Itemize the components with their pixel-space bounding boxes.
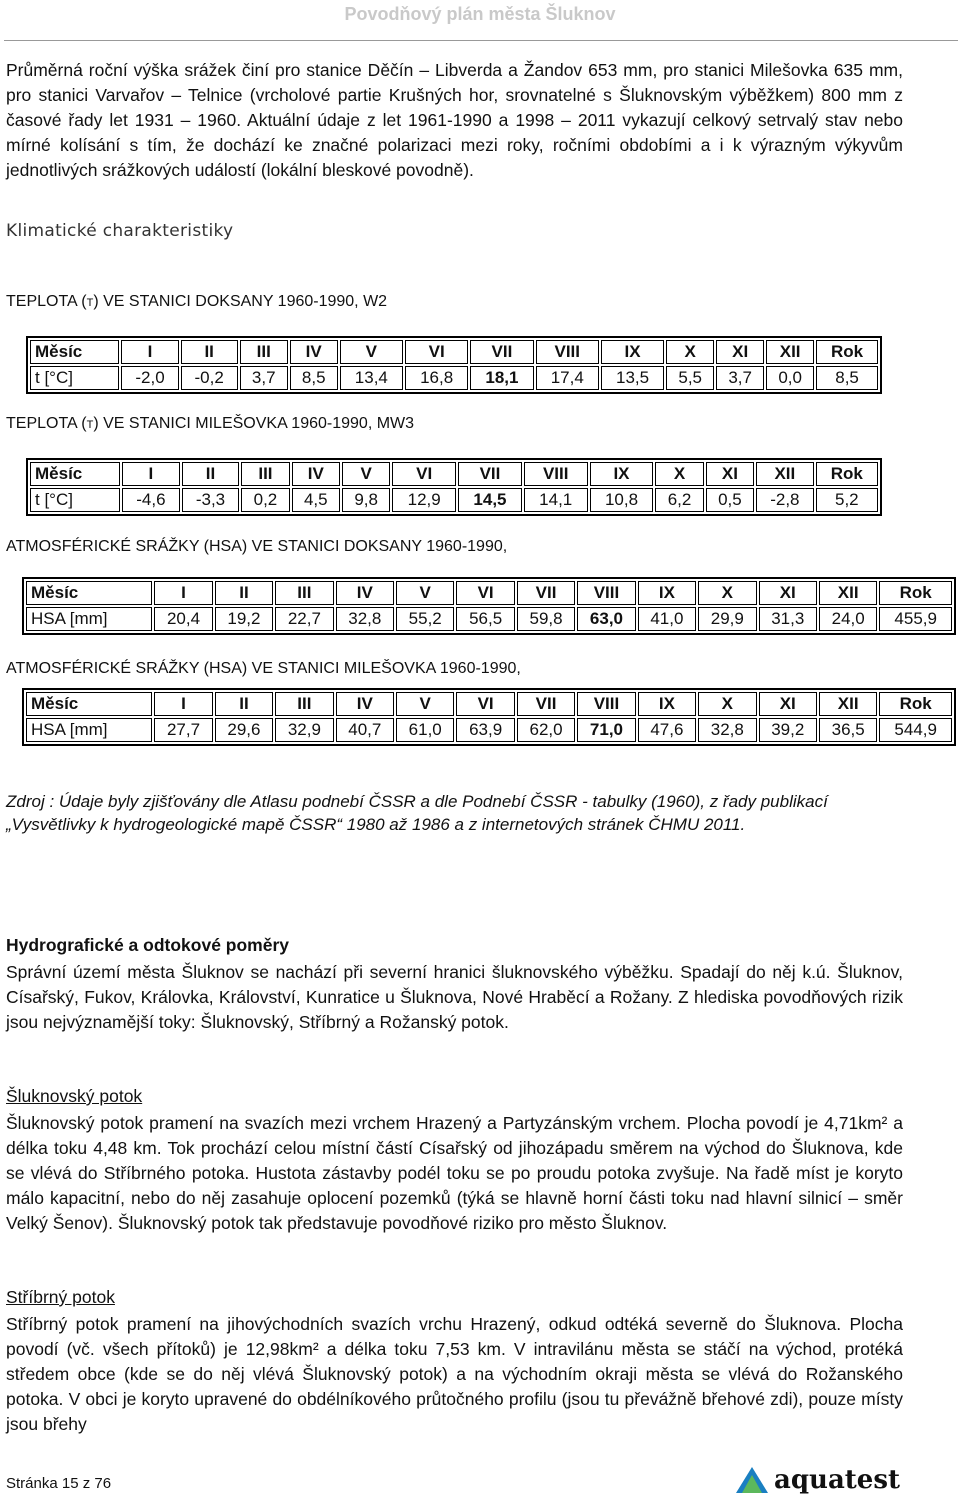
table-row [26, 718, 952, 742]
value-cell: 16,8 [405, 366, 468, 390]
header-cell: I [122, 462, 180, 486]
value-cell: 63,0 [577, 607, 635, 631]
hydro-heading: Hydrografické a odtokové poměry [6, 935, 289, 955]
header-cell: III [275, 581, 333, 605]
table1-label: TEPLOTA (t) VE STANICI DOKSANY 1960-1990, W2 [6, 293, 388, 310]
table-row [30, 488, 878, 512]
header-cell: VI [456, 692, 514, 716]
header-cell: II [181, 340, 238, 364]
header-cell: I [154, 581, 212, 605]
header-cell: XII [756, 462, 814, 486]
header-cell: X [698, 692, 756, 716]
value-cell: 31,3 [759, 607, 817, 631]
page-footer: Stránka 15 z 76 [6, 1475, 112, 1492]
row-label: t [°C] [30, 366, 119, 390]
value-cell: 6,2 [655, 488, 703, 512]
value-cell: 56,5 [456, 607, 514, 631]
value-cell: 3,7 [716, 366, 764, 390]
header-divider [4, 40, 958, 41]
table-row [30, 366, 878, 390]
value-cell: 24,0 [819, 607, 877, 631]
row-label: t [°C] [30, 488, 120, 512]
table-milesovka-temp [26, 458, 882, 516]
table-doksany-precip [22, 577, 956, 635]
header-cell: VII [517, 692, 575, 716]
value-cell: 71,0 [577, 718, 635, 742]
value-cell: 4,5 [292, 488, 340, 512]
header-cell: IX [590, 462, 654, 486]
row-label: HSA [mm] [26, 718, 152, 742]
table3-label: ATMOSFÉRICKÉ SRÁŽKY (HSA) VE STANICI DOKSANY 1960-1990, [6, 538, 508, 555]
header-cell: Měsíc [30, 340, 119, 364]
header-cell: XII [819, 581, 877, 605]
table-milesovka-precip [22, 688, 956, 746]
header-cell: XII [766, 340, 814, 364]
table-header-row [30, 462, 878, 486]
value-cell: -0,2 [181, 366, 238, 390]
header-cell: IV [290, 340, 338, 364]
value-cell: 13,4 [340, 366, 403, 390]
table4-label: ATMOSFÉRICKÉ SRÁŽKY (HSA) VE STANICI MILEŠOVKA 1960-1990, [6, 660, 521, 677]
value-cell: -3,3 [182, 488, 240, 512]
header-cell: VI [392, 462, 456, 486]
header-cell: XI [759, 692, 817, 716]
value-cell: 32,8 [336, 607, 394, 631]
value-cell: 39,2 [759, 718, 817, 742]
header-cell: II [182, 462, 240, 486]
table-header-row [30, 340, 878, 364]
row-label: HSA [mm] [26, 607, 152, 631]
value-cell: 32,8 [698, 718, 756, 742]
header-cell: Měsíc [26, 581, 152, 605]
value-cell: 59,8 [517, 607, 575, 631]
header-cell: Rok [879, 692, 952, 716]
header-cell: IX [638, 581, 696, 605]
value-cell: 62,0 [517, 718, 575, 742]
header-cell: Měsíc [26, 692, 152, 716]
header-cell: IV [336, 692, 394, 716]
value-cell: 27,7 [154, 718, 212, 742]
header-cell: II [215, 581, 273, 605]
sluknov-paragraph: Šluknovský potok pramení na svazích mezi vrchem Hrazený a Partyzánským vrchem. Plocha povodí je 4,71km² a délka toku 4,48 km. Tok prochází celou místní částí Císařský od jihozápadu směrem na východ do Šluknova, kde se vlévá do Stříbrného potoka. Hustota zástavby podél toku se po proudu potoka zvyšuje. Na řadě míst je koryto málo kapacitní, nebo do něj zasahuje oplocení pozemků (týká se hlavně horní části toku nad hlavní silnicí – směr Velký Šenov). Šluknovský potok tak představuje povodňové riziko pro město Šluknov. [6, 1113, 903, 1233]
header-cell: VII [470, 340, 533, 364]
value-cell: 0,5 [706, 488, 754, 512]
sluknov-heading: Šluknovský potok [6, 1086, 143, 1106]
value-cell: 3,7 [240, 366, 288, 390]
table-header-row [26, 692, 952, 716]
header-cell: Rok [879, 581, 952, 605]
value-cell: -2,8 [756, 488, 814, 512]
header-cell: VI [456, 581, 514, 605]
header-cell: IX [601, 340, 664, 364]
value-cell: 40,7 [336, 718, 394, 742]
value-cell: 20,4 [154, 607, 212, 631]
value-cell: 41,0 [638, 607, 696, 631]
header-cell: VIII [536, 340, 599, 364]
header-cell: IV [336, 581, 394, 605]
value-cell: 8,5 [290, 366, 338, 390]
value-cell: 5,2 [816, 488, 878, 512]
value-cell: 61,0 [396, 718, 454, 742]
header-cell: Rok [816, 340, 878, 364]
value-cell: 544,9 [879, 718, 952, 742]
value-cell: 5,5 [666, 366, 714, 390]
header-cell: Měsíc [30, 462, 120, 486]
header-cell: VI [405, 340, 468, 364]
header-cell: I [154, 692, 212, 716]
header-cell: VII [517, 581, 575, 605]
logo-text: aquatest [774, 1465, 900, 1495]
value-cell: 14,1 [524, 488, 588, 512]
value-cell: 36,5 [819, 718, 877, 742]
source-note: Zdroj : Údaje byly zjišťovány dle Atlasu podnebí ČSSR a dle Podnebí ČSSR - tabulky (1960), z řady publikací „Vysvětlivky k hydrogeologické mapě ČSSR“ 1980 až 1986 a z internetových stránek ČHMU 2011. [6, 792, 828, 834]
value-cell: 63,9 [456, 718, 514, 742]
value-cell: 9,8 [342, 488, 390, 512]
header-cell: VII [458, 462, 522, 486]
table-header-row [26, 581, 952, 605]
value-cell: 47,6 [638, 718, 696, 742]
table-row [26, 607, 952, 631]
value-cell: 14,5 [458, 488, 522, 512]
header-cell: VIII [577, 581, 635, 605]
header-cell: XII [819, 692, 877, 716]
value-cell: -2,0 [121, 366, 178, 390]
table2-label: TEPLOTA (t) VE STANICI MILEŠOVKA 1960-1990, MW3 [6, 415, 415, 432]
header-cell: I [121, 340, 178, 364]
value-cell: 17,4 [536, 366, 599, 390]
header-cell: X [698, 581, 756, 605]
value-cell: 32,9 [275, 718, 333, 742]
header-cell: XI [706, 462, 754, 486]
header-cell: XI [716, 340, 764, 364]
value-cell: -4,6 [122, 488, 180, 512]
value-cell: 12,9 [392, 488, 456, 512]
header-cell: V [396, 692, 454, 716]
value-cell: 18,1 [470, 366, 533, 390]
header-cell: XI [759, 581, 817, 605]
header-cell: II [215, 692, 273, 716]
value-cell: 55,2 [396, 607, 454, 631]
header-cell: V [342, 462, 390, 486]
page-header: Povodňový plán města Šluknov [344, 4, 616, 24]
stribrny-heading: Stříbrný potok [6, 1287, 115, 1307]
value-cell: 22,7 [275, 607, 333, 631]
company-logo [774, 1465, 900, 1495]
header-cell: IX [638, 692, 696, 716]
value-cell: 10,8 [590, 488, 654, 512]
header-cell: III [241, 462, 289, 486]
value-cell: 19,2 [215, 607, 273, 631]
value-cell: 29,9 [698, 607, 756, 631]
value-cell: 0,0 [766, 366, 814, 390]
value-cell: 455,9 [879, 607, 952, 631]
header-cell: IV [292, 462, 340, 486]
value-cell: 8,5 [816, 366, 878, 390]
header-cell: V [340, 340, 403, 364]
intro-paragraph: Průměrná roční výška srážek činí pro stanice Děčín – Libverda a Žandov 653 mm, pro stanici Milešovka 635 mm, pro stanici Varvařov – Telnice (vrcholové partie Krušných hor, srovnatelné s Šluknovským výběžkem) 800 mm z časové řady let 1931 – 1960. Aktuální údaje z let 1961-1990 a 1998 – 2011 vykazují celkový setrvalý stav nebo mírné kolísání s tím, že dochází ke značné polarizaci mezi roky, ročními obdobími a i k výrazným výkyvům jednotlivých srážkových událostí (lokální bleskové povodně). [6, 60, 903, 180]
table-doksany-temp [26, 336, 882, 394]
value-cell: 0,2 [241, 488, 289, 512]
header-cell: III [240, 340, 288, 364]
value-cell: 13,5 [601, 366, 664, 390]
header-cell: X [655, 462, 703, 486]
klima-heading: Klimatické charakteristiky [6, 221, 234, 241]
header-cell: V [396, 581, 454, 605]
header-cell: VIII [524, 462, 588, 486]
header-cell: Rok [816, 462, 878, 486]
stribrny-paragraph: Stříbrný potok pramení na jihovýchodních svazích vrchu Hrazený, odkud odtéká severně do Šluknova. Plocha povodí (vč. všech přítoků) je 12,98km² a délka toku 7,53 km. V intravilánu města se stáčí na východ, protéká středem obce (kde se do něj vlévá Šluknovský potok) a na východním okraji města se vlévá do Rožanského potoka. V obci je koryto upravené do obdélníkového průtočného profilu (jsou tu převážně břehové zdi), pouze místy jsou břehy [6, 1314, 903, 1434]
header-cell: VIII [577, 692, 635, 716]
header-cell: III [275, 692, 333, 716]
hydro-paragraph: Správní území města Šluknov se nachází při severní hranici šluknovského výběžku. Spadají do něj k.ú. Šluknov, Císařský, Fukov, Královka, Království, Kunratice u Šluknova, Nové Hraběcí a Rožany. Z hlediska povodňových rizik jsou nejvýznamější toky: Šluknovský, Stříbrný a Rožanský potok. [6, 962, 903, 1032]
logo-icon [734, 1465, 770, 1495]
value-cell: 29,6 [215, 718, 273, 742]
header-cell: X [666, 340, 714, 364]
